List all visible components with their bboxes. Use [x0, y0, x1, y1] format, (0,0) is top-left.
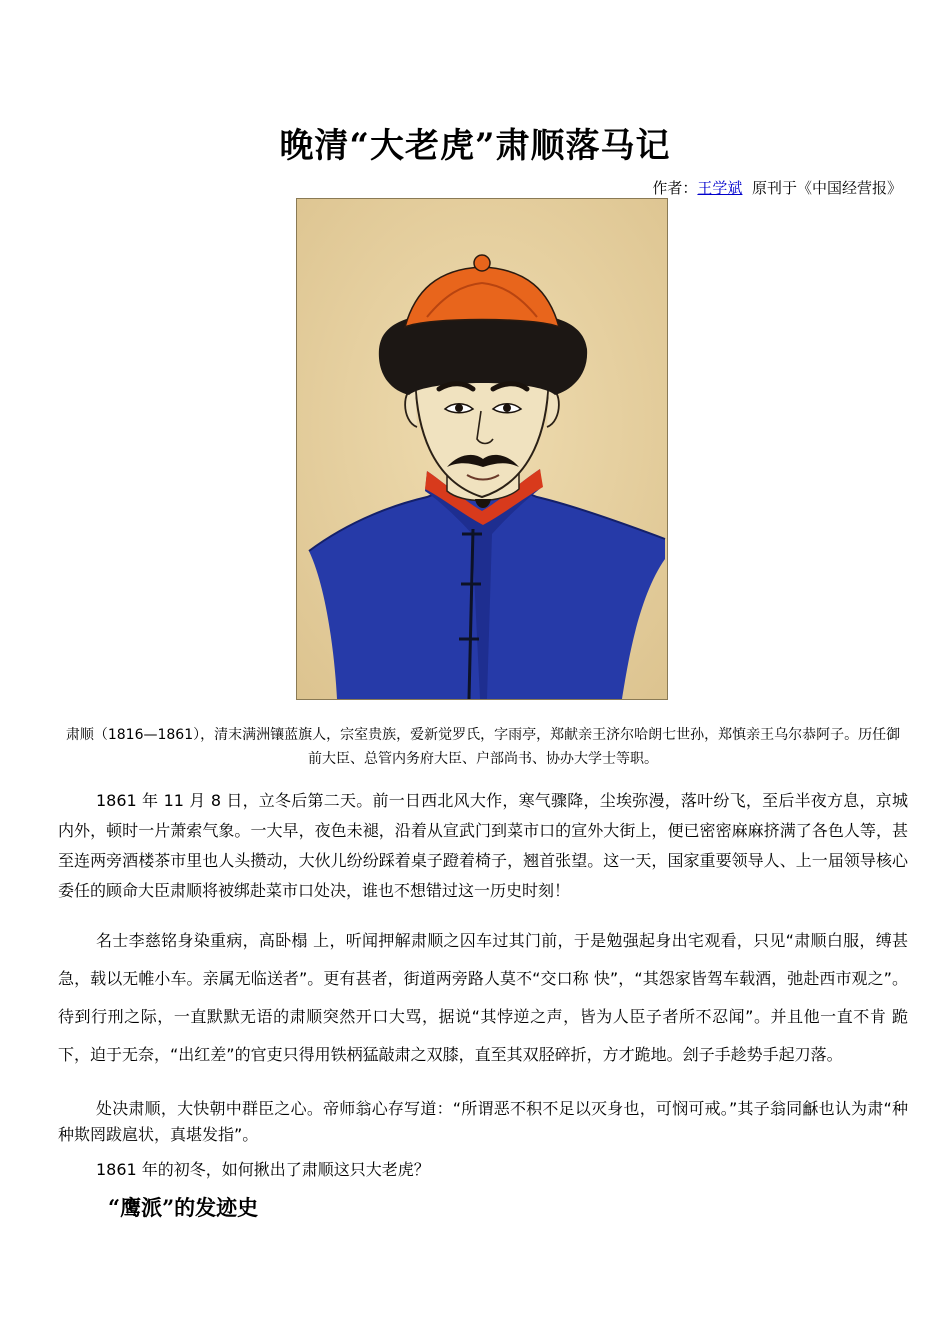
portrait-image [296, 198, 668, 700]
qing-official-portrait-icon [297, 199, 667, 699]
paragraph-4: 1861 年的初冬，如何揪出了肃顺这只大老虎？ [96, 1160, 430, 1179]
paragraph-1: 1861 年 11 月 8 日，立冬后第二天。前一日西北风大作，寒气骤降，尘埃弥漫，落叶纷飞，至后半夜方息，京城内外，顿时一片萧索气象。一大早，夜色未褪，沿着从宣武门到菜市口的宣外大街上，便已密密麻麻挤满了各色人等，甚至连两旁酒楼茶市里也人头攒动，大伙儿纷纷踩着桌子蹬着椅子，翘首张望。这一天，国家重要领导人、上一届领导核心委任的顾命大臣肃顺将被绑赴菜市口处决，谁也不想错过这一历史时刻！ [58, 791, 908, 900]
byline [652, 177, 902, 198]
author-link[interactable]: 王学斌 [697, 179, 743, 197]
section-heading: “鹰派”的发迹史 [108, 1195, 259, 1220]
author-label: 作者： [652, 179, 698, 197]
paragraph-2: 名士李慈铭身染重病，高卧榻 上，听闻押解肃顺之囚车过其门前，于是勉强起身出宅观看，只见“肃顺白服，缚甚急，载以无帷小车。亲属无临送者”。更有甚者，街道两旁路人莫不“交口称 快”，“其怨家皆驾车载酒，弛赴西市观之”。待到行刑之际，一直默默无语的肃顺突然开口大骂，据说“其悖逆之声，皆为人臣子者所不忍闻”。并且他一直不肯 跪下，迫于无奈，“出红差”的官吏只得用铁柄猛敲肃之双膝，直至其双胫碎折，方才跪地。刽子手趁势手起刀落。 [58, 931, 908, 1064]
source-note: 原刊于《中国经营报》 [751, 179, 902, 197]
portrait-caption: 肃顺（1816—1861），清末满洲镶蓝旗人，宗室贵族，爱新觉罗氏，字雨亭，郑献亲王济尔哈朗七世孙，郑慎亲王乌尔恭阿子。历任御前大臣、总管内务府大臣、户部尚书、协办大学士等职。 [65, 727, 901, 767]
paragraph-3: 处决肃顺，大快朝中群臣之心。帝师翁心存写道：“所谓恶不积不足以灭身也，可悯可戒。”其子翁同龢也认为肃“种种欺罔跋扈状，真堪发指”。 [58, 1099, 908, 1144]
article-title: 晚清“大老虎”肃顺落马记 [279, 126, 671, 166]
